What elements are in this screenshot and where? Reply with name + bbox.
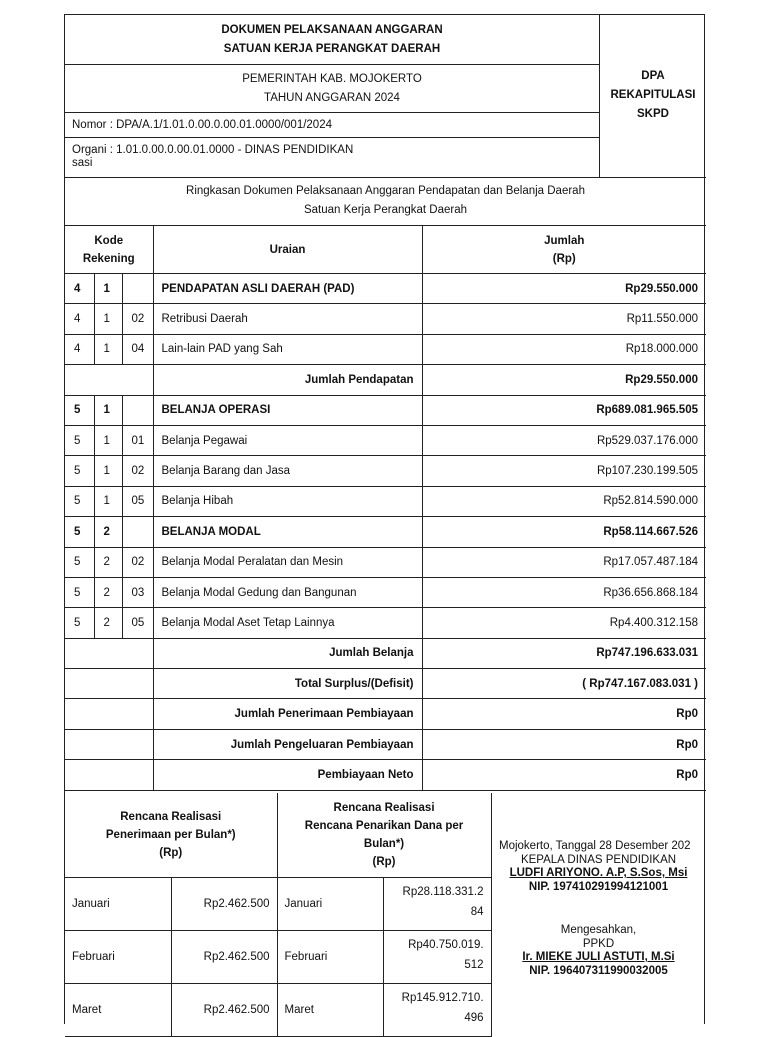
kode-3: 02 xyxy=(122,304,153,334)
table-row xyxy=(65,425,706,455)
penerimaan-cell: Rp2.462.500 xyxy=(171,984,277,1037)
empty-kode-cell xyxy=(65,699,153,729)
kode-1: 5 xyxy=(65,577,94,607)
organisasi-field xyxy=(65,138,600,178)
empty-kode-cell xyxy=(65,365,153,395)
kode-2: 1 xyxy=(94,395,122,425)
kode-1: 4 xyxy=(65,274,94,304)
total-surplus-label: Total Surplus/(Defisit) xyxy=(153,669,422,699)
uraian-cell: Belanja Pegawai xyxy=(153,425,422,455)
kode-2: 1 xyxy=(94,486,122,516)
table-row xyxy=(65,274,706,304)
penarikan-line-1: Rp145.912.710. xyxy=(401,992,484,1004)
bulan-cell: Maret xyxy=(65,984,171,1037)
jumlah-cell: Rp17.057.487.184 xyxy=(422,547,706,577)
kode-3: 02 xyxy=(122,456,153,486)
pemda-line-1: PEMERINTAH KAB. MOJOKERTO xyxy=(242,73,422,85)
jumlah-cell: Rp107.230.199.505 xyxy=(422,456,706,486)
table-row xyxy=(65,334,706,364)
penerimaan-header-line-1: Rencana Realisasi xyxy=(120,811,222,823)
total-surplus-value: ( Rp747.167.083.031 ) xyxy=(422,669,706,699)
uraian-cell: Lain-lain PAD yang Sah xyxy=(153,334,422,364)
jumlah-cell: Rp52.814.590.000 xyxy=(422,486,706,516)
ppkd-name: Ir. MIEKE JULI ASTUTI, M.Si xyxy=(522,951,675,963)
pemda-block xyxy=(65,65,600,113)
bulan-cell: Februari xyxy=(65,931,171,984)
signature-block xyxy=(491,793,706,1025)
empty-kode-cell xyxy=(65,760,153,790)
kode-2: 2 xyxy=(94,577,122,607)
uraian-cell: Belanja Barang dan Jasa xyxy=(153,456,422,486)
table-row xyxy=(65,395,706,425)
penarikan-line-2: 512 xyxy=(464,959,484,971)
dpa-label-block xyxy=(600,15,706,178)
dpa-line-3: SKPD xyxy=(637,108,669,120)
penerimaan-header xyxy=(65,793,277,878)
penerimaan-header-line-3: (Rp) xyxy=(159,847,183,859)
header-jumlah-line-1: Jumlah xyxy=(544,234,585,247)
kode-3: 01 xyxy=(122,425,153,455)
kode-3: 03 xyxy=(122,577,153,607)
pemda-line-2: TAHUN ANGGARAN 2024 xyxy=(264,92,400,104)
monthly-plan-table xyxy=(65,793,492,1037)
kode-3: 04 xyxy=(122,334,153,364)
jumlah-pendapatan-label: Jumlah Pendapatan xyxy=(153,365,422,395)
jumlah-cell: Rp18.000.000 xyxy=(422,334,706,364)
uraian-cell: Belanja Hibah xyxy=(153,486,422,516)
bulan-cell: Februari xyxy=(277,931,383,984)
kode-3 xyxy=(122,395,153,425)
dpa-line-1: DPA xyxy=(641,70,665,82)
kode-1: 5 xyxy=(65,547,94,577)
budget-table xyxy=(65,226,706,791)
penarikan-header-line-1: Rencana Realisasi xyxy=(333,802,435,814)
kode-3: 05 xyxy=(122,608,153,638)
table-header-row xyxy=(65,226,706,274)
header-kode-line-1: Kode xyxy=(94,234,124,247)
header-jumlah xyxy=(422,226,706,274)
title-line-1: DOKUMEN PELAKSANAAN ANGGARAN xyxy=(221,24,443,36)
kode-1: 4 xyxy=(65,304,94,334)
empty-kode-cell xyxy=(65,729,153,759)
table-row xyxy=(65,517,706,547)
penarikan-header-line-2: Rencana Penarikan Dana per xyxy=(304,820,464,832)
penarikan-header xyxy=(277,793,491,878)
ppkd-nip: NIP. 196407311990032005 xyxy=(529,964,668,977)
penarikan-line-1: Rp28.118.331.2 xyxy=(402,886,484,898)
dpa-line-2: REKAPITULASI xyxy=(610,89,696,101)
total-row-belanja xyxy=(65,638,706,668)
pengeluaran-pembiayaan-label: Jumlah Pengeluaran Pembiayaan xyxy=(153,729,422,759)
kode-2: 1 xyxy=(94,274,122,304)
total-row-pengeluaran-pembiayaan xyxy=(65,729,706,759)
ppkd-title: PPKD xyxy=(582,937,615,950)
kode-1: 5 xyxy=(65,486,94,516)
uraian-cell: Retribusi Daerah xyxy=(153,304,422,334)
kode-2: 1 xyxy=(94,456,122,486)
header-kode-line-2: Rekening xyxy=(82,252,135,265)
jumlah-cell: Rp36.656.868.184 xyxy=(422,577,706,607)
table-row xyxy=(65,608,706,638)
jumlah-cell: Rp689.081.965.505 xyxy=(422,395,706,425)
empty-kode-cell xyxy=(65,669,153,699)
total-row-penerimaan-pembiayaan xyxy=(65,699,706,729)
kode-1: 5 xyxy=(65,608,94,638)
penarikan-line-1: Rp40.750.019. xyxy=(408,939,484,951)
uraian-cell: BELANJA MODAL xyxy=(153,517,422,547)
nomor-field xyxy=(65,113,600,138)
total-row-surplus xyxy=(65,669,706,699)
pembiayaan-neto-value: Rp0 xyxy=(422,760,706,790)
uraian-cell: BELANJA OPERASI xyxy=(153,395,422,425)
jumlah-cell: Rp29.550.000 xyxy=(422,274,706,304)
jumlah-cell: Rp4.400.312.158 xyxy=(422,608,706,638)
penarikan-header-line-3: Bulan*) xyxy=(363,838,405,850)
header-kode-rekening xyxy=(65,226,153,274)
uraian-cell: Belanja Modal Gedung dan Bangunan xyxy=(153,577,422,607)
bulan-cell: Januari xyxy=(277,878,383,931)
total-row-pembiayaan-neto xyxy=(65,760,706,790)
kode-1: 5 xyxy=(65,517,94,547)
plan-row xyxy=(65,878,491,931)
organisasi-line-2: sasi xyxy=(72,157,93,169)
penerimaan-cell: Rp2.462.500 xyxy=(171,931,277,984)
penarikan-cell xyxy=(383,878,491,931)
kepala-title: KEPALA DINAS PENDIDIKAN xyxy=(520,853,677,866)
kode-2: 1 xyxy=(94,334,122,364)
pembiayaan-neto-label: Pembiayaan Neto xyxy=(153,760,422,790)
kode-3: 02 xyxy=(122,547,153,577)
nomor-text: Nomor : DPA/A.1/1.01.0.00.0.00.01.0000/001/2024 xyxy=(72,119,332,131)
penerimaan-header-line-2: Penerimaan per Bulan*) xyxy=(105,829,236,841)
penarikan-cell xyxy=(383,984,491,1037)
dpa-document xyxy=(64,14,705,1024)
total-row-pendapatan xyxy=(65,365,706,395)
bulan-cell: Maret xyxy=(277,984,383,1037)
kode-1: 5 xyxy=(65,456,94,486)
penarikan-cell xyxy=(383,931,491,984)
kode-3 xyxy=(122,274,153,304)
uraian-cell: PENDAPATAN ASLI DAERAH (PAD) xyxy=(153,274,422,304)
table-row xyxy=(65,486,706,516)
kode-2: 1 xyxy=(94,304,122,334)
kode-3 xyxy=(122,517,153,547)
table-row xyxy=(65,456,706,486)
bulan-cell: Januari xyxy=(65,878,171,931)
plan-header-row xyxy=(65,793,491,878)
place-date: Mojokerto, Tanggal 28 Desember 202 xyxy=(499,840,691,852)
kode-2: 2 xyxy=(94,608,122,638)
penerimaan-pembiayaan-label: Jumlah Penerimaan Pembiayaan xyxy=(153,699,422,729)
uraian-cell: Belanja Modal Aset Tetap Lainnya xyxy=(153,608,422,638)
kepala-nip: NIP. 197410291994121001 xyxy=(528,880,669,893)
plan-row xyxy=(65,931,491,984)
table-row xyxy=(65,547,706,577)
organisasi-line-1: Organi : 1.01.0.00.0.00.01.0000 - DINAS PENDIDIKAN xyxy=(72,144,354,156)
table-row xyxy=(65,577,706,607)
penerimaan-pembiayaan-value: Rp0 xyxy=(422,699,706,729)
kode-2: 2 xyxy=(94,517,122,547)
penarikan-line-2: 496 xyxy=(464,1012,484,1024)
plan-row xyxy=(65,984,491,1037)
summary-block xyxy=(65,178,706,226)
jumlah-belanja-label: Jumlah Belanja xyxy=(153,638,422,668)
summary-line-2: Satuan Kerja Perangkat Daerah xyxy=(303,204,468,216)
jumlah-cell: Rp58.114.667.526 xyxy=(422,517,706,547)
jumlah-pendapatan-value: Rp29.550.000 xyxy=(422,365,706,395)
kode-1: 5 xyxy=(65,395,94,425)
penarikan-line-2: 84 xyxy=(470,906,484,918)
title-line-2: SATUAN KERJA PERANGKAT DAERAH xyxy=(223,43,441,55)
header-uraian: Uraian xyxy=(153,226,422,274)
document-title xyxy=(65,15,600,65)
table-row xyxy=(65,304,706,334)
kode-2: 2 xyxy=(94,547,122,577)
pengeluaran-pembiayaan-value: Rp0 xyxy=(422,729,706,759)
penarikan-header-line-4: (Rp) xyxy=(372,856,396,868)
jumlah-cell: Rp529.037.176.000 xyxy=(422,425,706,455)
kode-1: 4 xyxy=(65,334,94,364)
kepala-name: LUDFI ARIYONO. A.P, S.Sos, Msi xyxy=(509,867,688,879)
penerimaan-cell: Rp2.462.500 xyxy=(171,878,277,931)
kode-3: 05 xyxy=(122,486,153,516)
mengesahkan-text: Mengesahkan, xyxy=(560,924,637,936)
uraian-cell: Belanja Modal Peralatan dan Mesin xyxy=(153,547,422,577)
kode-1: 5 xyxy=(65,425,94,455)
jumlah-belanja-value: Rp747.196.633.031 xyxy=(422,638,706,668)
header-jumlah-line-2: (Rp) xyxy=(552,252,576,265)
summary-line-1: Ringkasan Dokumen Pelaksanaan Anggaran Pendapatan dan Belanja Daerah xyxy=(186,185,585,197)
jumlah-cell: Rp11.550.000 xyxy=(422,304,706,334)
empty-kode-cell xyxy=(65,638,153,668)
kode-2: 1 xyxy=(94,425,122,455)
